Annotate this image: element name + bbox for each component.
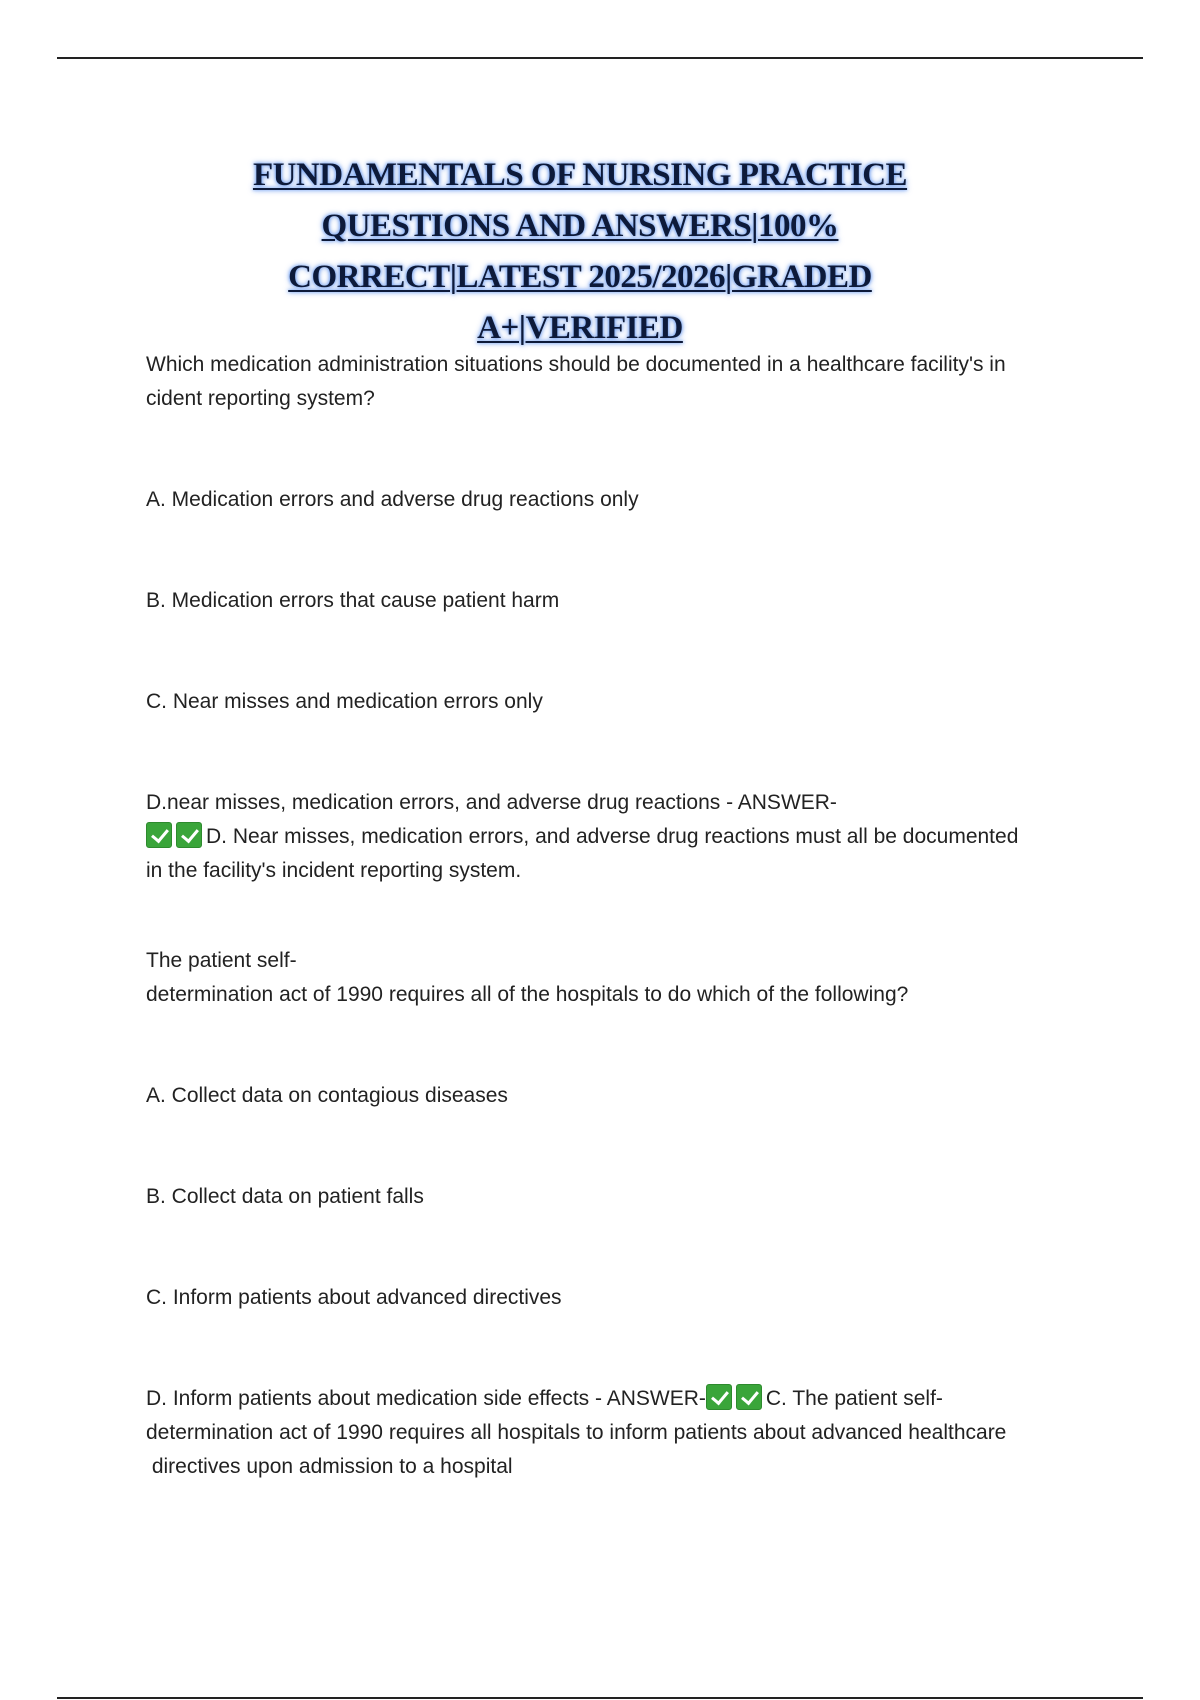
- question-1-option-c: C. Near misses and medication errors only: [146, 690, 543, 713]
- question-2-answer-line-3: directives upon admission to a hospital: [146, 1455, 513, 1478]
- question-1-option-b: B. Medication errors that cause patient harm: [146, 589, 560, 612]
- question-2-option-d-answer: [146, 1382, 1066, 1484]
- question-1-answer-line-1: D. Near misses, medication errors, and adverse drug reactions must all be documented: [206, 825, 1019, 848]
- question-1-line-1: Which medication administration situations should be documented in a healthcare facility's in: [146, 353, 1006, 376]
- question-1-answer-line-2: in the facility's incident reporting system.: [146, 859, 522, 882]
- question-1-text: [146, 348, 1066, 416]
- question-1-option-a: A. Medication errors and adverse drug reactions only: [146, 488, 639, 511]
- question-2-option-c: C. Inform patients about advanced directives: [146, 1286, 562, 1309]
- question-2-answer-line-2: determination act of 1990 requires all hospitals to inform patients about advanced healthcare: [146, 1421, 1007, 1444]
- check-mark-icon: [706, 1384, 732, 1410]
- title-line-3: CORRECT|LATEST 2025/2026|GRADED: [288, 259, 872, 295]
- question-2-option-b: B. Collect data on patient falls: [146, 1185, 424, 1208]
- title-line-2: QUESTIONS AND ANSWERS|100%: [321, 208, 839, 244]
- document-body: [146, 348, 1066, 1484]
- question-1-line-2: cident reporting system?: [146, 387, 375, 410]
- check-mark-icon: [176, 822, 202, 848]
- check-mark-icon: [736, 1384, 762, 1410]
- footer-rule: [57, 1697, 1143, 1699]
- question-2-text: [146, 944, 1066, 1012]
- title-line-4: A+|VERIFIED: [477, 310, 683, 346]
- question-2-answer-line-1: C. The patient self-: [765, 1387, 943, 1410]
- question-2-option-a: A. Collect data on contagious diseases: [146, 1084, 508, 1107]
- question-2-option-d: D. Inform patients about medication side effects - ANSWER-: [146, 1387, 706, 1410]
- question-1-option-d-answer: [146, 786, 1066, 888]
- question-2: [146, 944, 1066, 1484]
- question-2-line-2: determination act of 1990 requires all of the hospitals to do which of the following?: [146, 983, 909, 1006]
- title-line-1: FUNDAMENTALS OF NURSING PRACTICE: [252, 157, 908, 193]
- question-1-option-d: D.near misses, medication errors, and adverse drug reactions - ANSWER-: [146, 791, 837, 814]
- check-mark-icon: [146, 822, 172, 848]
- question-2-line-1: The patient self-: [146, 949, 297, 972]
- question-1: [146, 348, 1066, 888]
- document-title: [150, 150, 1010, 354]
- header-rule: [57, 57, 1143, 59]
